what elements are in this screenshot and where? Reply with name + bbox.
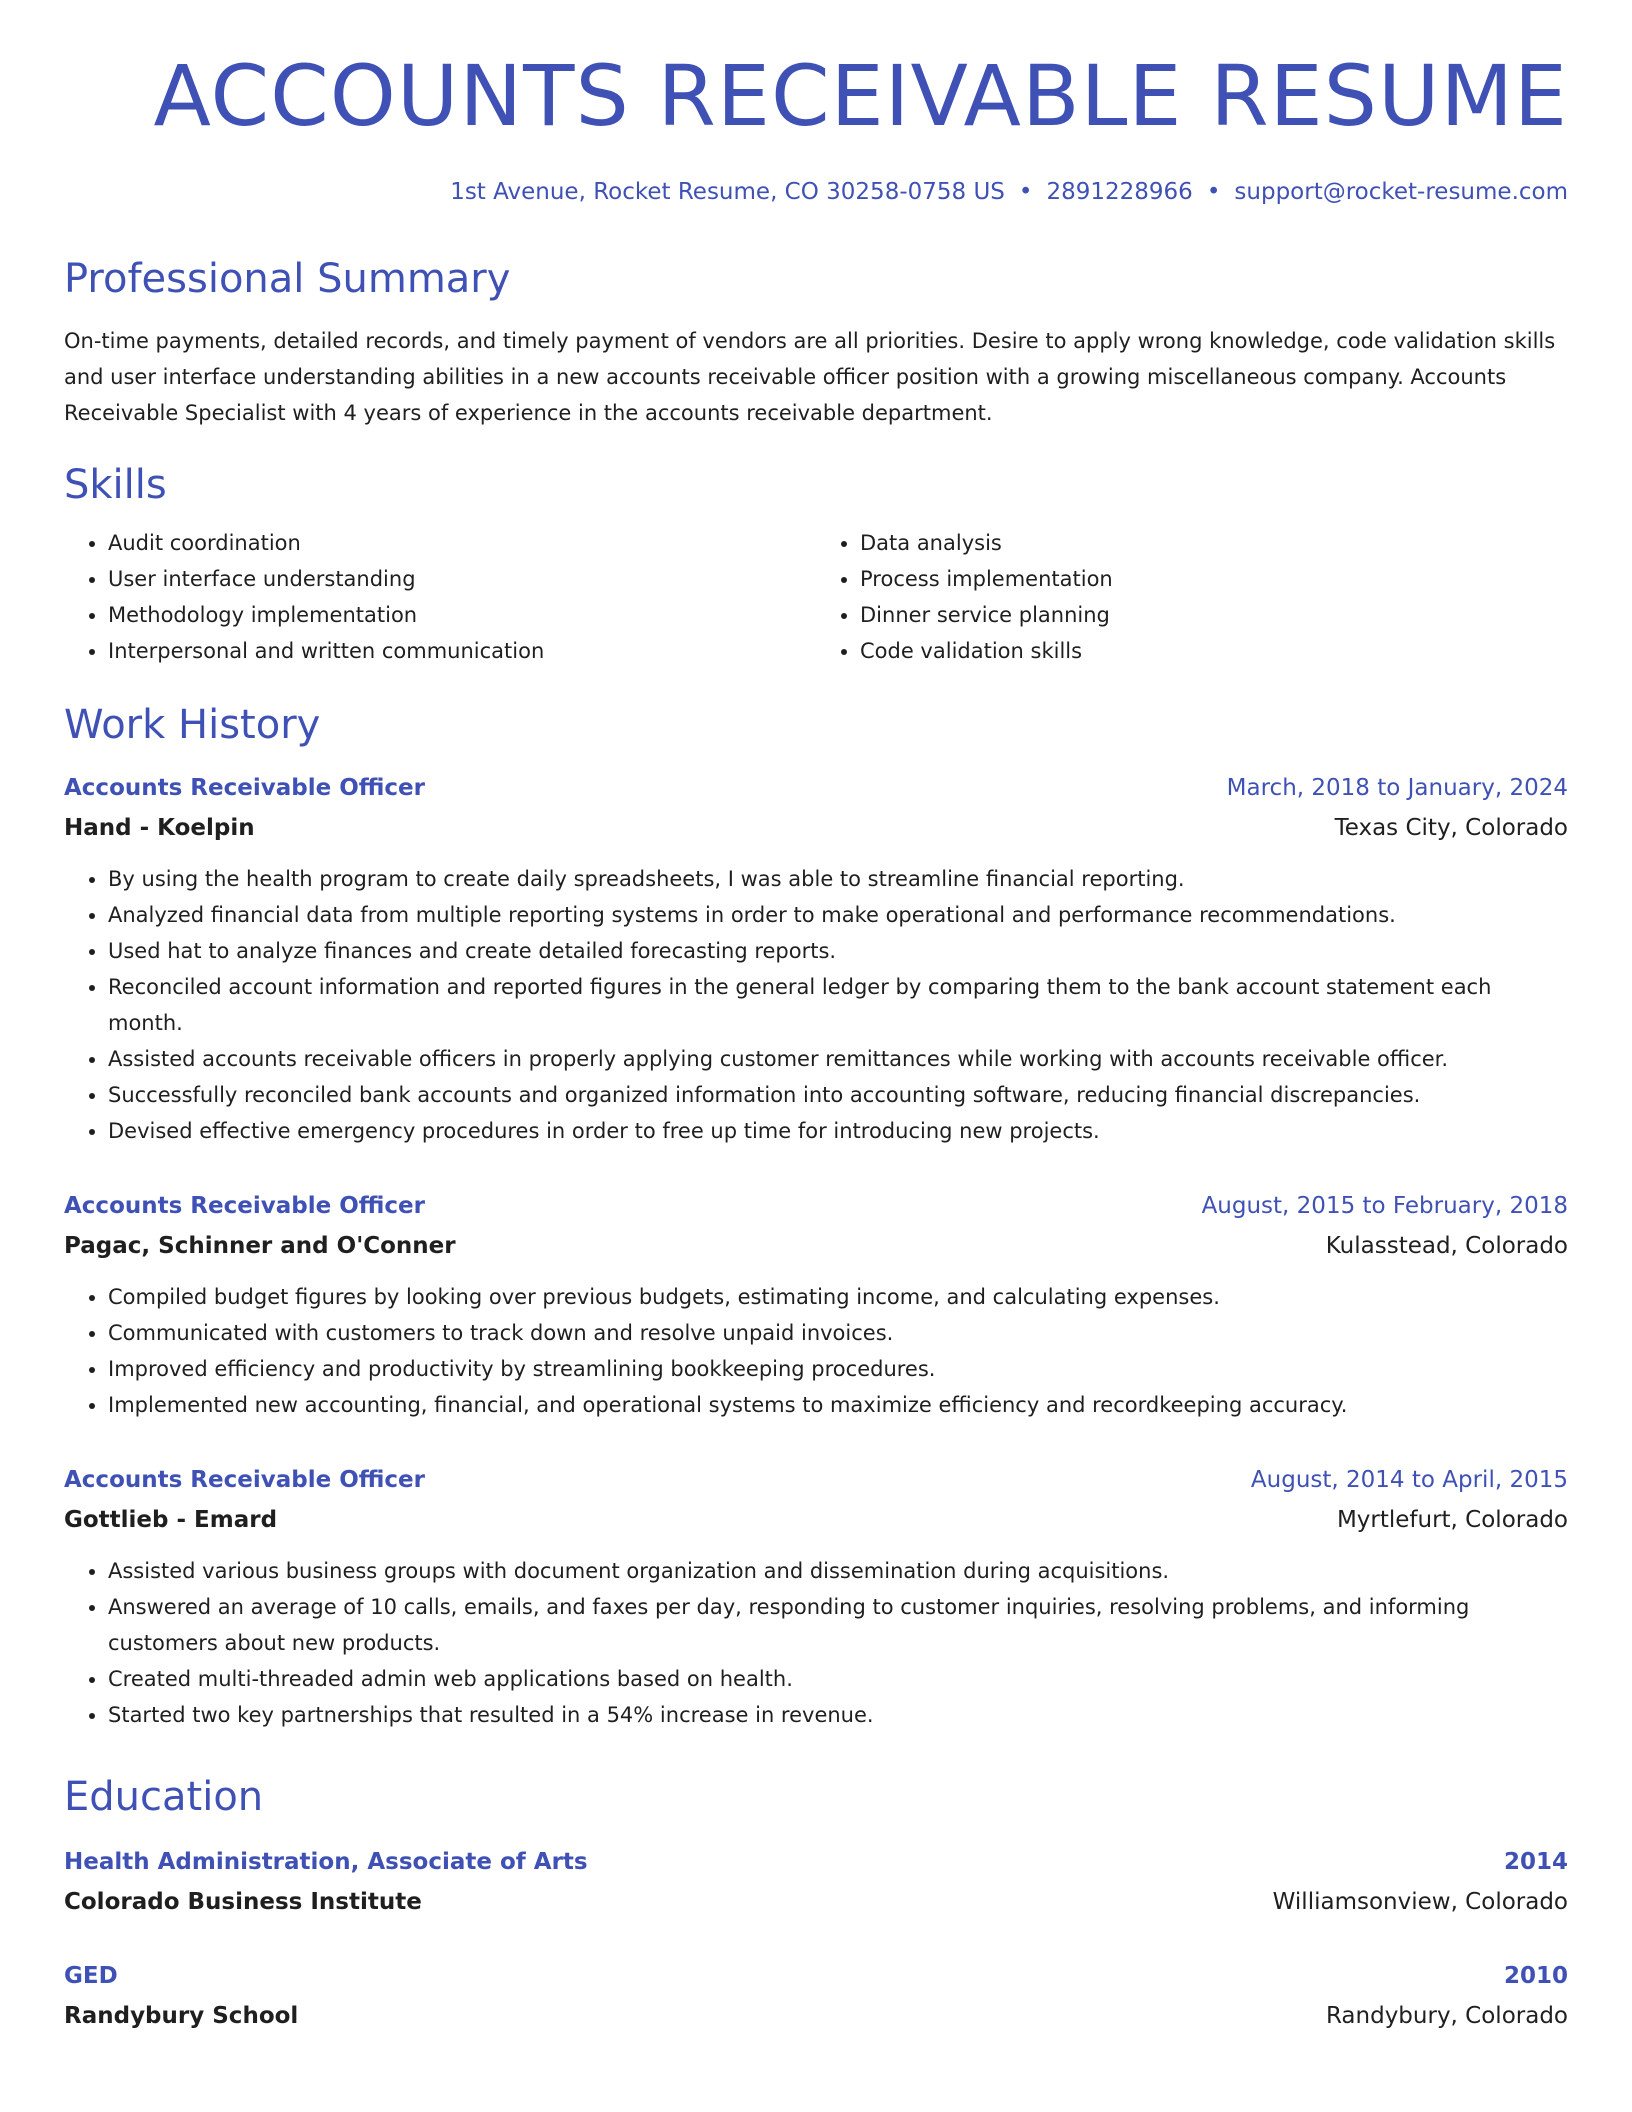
skill-item: • Dinner service planning [860, 597, 1568, 633]
skill-item: • Data analysis [860, 525, 1568, 561]
skills-grid [64, 525, 1568, 669]
job-entry [64, 1467, 1568, 1733]
contact-line [64, 179, 1568, 205]
education-degree: GED [64, 1962, 118, 1989]
job-bullet: • Implemented new accounting, financial, and operational systems to maximize efficiency and recordkeeping accuracy. [108, 1387, 1568, 1423]
summary-heading: Professional Summary [64, 255, 511, 302]
job-bullets [64, 1553, 1568, 1733]
contact-separator: • [1206, 178, 1221, 205]
education-school-row [64, 1889, 1568, 1915]
job-bullet: • Successfully reconciled bank accounts and organized information into accounting software, reducing financial discrepancies. [108, 1077, 1568, 1113]
education-school: Randybury School [64, 2002, 299, 2029]
education-heading: Education [64, 1773, 264, 1820]
resume-header [64, 48, 1568, 205]
education-degree: Health Administration, Associate of Arts [64, 1848, 588, 1875]
job-bullets [64, 1279, 1568, 1423]
skill-item: • Audit coordination [108, 525, 816, 561]
job-bullet: • Created multi-threaded admin web applications based on health. [108, 1661, 1568, 1697]
job-role: Accounts Receivable Officer [64, 1192, 425, 1219]
education-entry [64, 1963, 1568, 2029]
job-company: Gottlieb - Emard [64, 1506, 278, 1533]
job-dates: August, 2015 to February, 2018 [1201, 1192, 1568, 1219]
skill-item: • Code validation skills [860, 633, 1568, 669]
job-header-row [64, 1467, 1568, 1493]
job-bullet: • Reconciled account information and reported figures in the general ledger by comparing them to the bank account statement each month. [108, 969, 1568, 1041]
education-year: 2010 [1503, 1962, 1568, 1989]
job-bullet: • Improved efficiency and productivity by streamlining bookkeeping procedures. [108, 1351, 1568, 1387]
job-bullet: • Analyzed financial data from multiple reporting systems in order to make operational and performance recommendations. [108, 897, 1568, 933]
job-entry [64, 775, 1568, 1149]
contact-email: support@rocket-resume.com [1234, 178, 1568, 205]
skill-item: • Interpersonal and written communication [108, 633, 816, 669]
job-bullet: • Assisted various business groups with document organization and dissemination during acquisitions. [108, 1553, 1568, 1589]
contact-address: 1st Avenue, Rocket Resume, CO 30258-0758 US [450, 178, 1005, 205]
job-entry [64, 1193, 1568, 1423]
education-header-row [64, 1963, 1568, 1989]
contact-separator: • [1018, 178, 1033, 205]
job-bullet: • Started two key partnerships that resulted in a 54% increase in revenue. [108, 1697, 1568, 1733]
skill-item: • Methodology implementation [108, 597, 816, 633]
job-role: Accounts Receivable Officer [64, 774, 425, 801]
job-location: Myrtlefurt, Colorado [1336, 1506, 1568, 1533]
education-year: 2014 [1503, 1848, 1568, 1875]
job-bullet: • Devised effective emergency procedures in order to free up time for introducing new projects. [108, 1113, 1568, 1149]
job-bullet: • Compiled budget figures by looking over previous budgets, estimating income, and calculating expenses. [108, 1279, 1568, 1315]
job-company: Hand - Koelpin [64, 814, 255, 841]
job-header-row [64, 775, 1568, 801]
job-company-row [64, 1507, 1568, 1533]
education-location: Williamsonview, Colorado [1272, 1888, 1568, 1915]
job-bullets [64, 861, 1568, 1149]
skills-column-right [816, 525, 1568, 669]
education-location: Randybury, Colorado [1325, 2002, 1568, 2029]
job-company-row [64, 1233, 1568, 1259]
summary-text: On-time payments, detailed records, and timely payment of vendors are all priorities. Desire to apply wrong knowledge, code validation skills and user interface understanding abilities in a new accounts receivable officer position with a growing miscellaneous company. Accounts Receivable Specialist with 4 years of experience in the accounts receivable department. [64, 328, 1556, 425]
work-history-heading: Work History [64, 701, 321, 748]
job-role: Accounts Receivable Officer [64, 1466, 425, 1493]
job-bullet: • Used hat to analyze finances and create detailed forecasting reports. [108, 933, 1568, 969]
job-bullet: • Communicated with customers to track down and resolve unpaid invoices. [108, 1315, 1568, 1351]
job-location: Texas City, Colorado [1334, 814, 1568, 841]
skill-item: • Process implementation [860, 561, 1568, 597]
job-dates: August, 2014 to April, 2015 [1250, 1466, 1568, 1493]
education-school: Colorado Business Institute [64, 1888, 422, 1915]
skills-heading: Skills [64, 461, 167, 508]
resume-title: ACCOUNTS RECEIVABLE RESUME [153, 47, 1568, 145]
education-header-row [64, 1849, 1568, 1875]
job-bullet: • Assisted accounts receivable officers in properly applying customer remittances while working with accounts receivable officer. [108, 1041, 1568, 1077]
job-location: Kulasstead, Colorado [1325, 1232, 1568, 1259]
job-bullet: • Answered an average of 10 calls, emails, and faxes per day, responding to customer inquiries, resolving problems, and informing customers about new products. [108, 1589, 1568, 1661]
skills-column-left [64, 525, 816, 669]
skill-item: • User interface understanding [108, 561, 816, 597]
contact-phone: 2891228966 [1046, 178, 1193, 205]
job-bullet: • By using the health program to create daily spreadsheets, I was able to streamline financial reporting. [108, 861, 1568, 897]
education-school-row [64, 2003, 1568, 2029]
job-header-row [64, 1193, 1568, 1219]
job-company: Pagac, Schinner and O'Conner [64, 1232, 456, 1259]
job-dates: March, 2018 to January, 2024 [1226, 774, 1568, 801]
job-company-row [64, 815, 1568, 841]
education-entry [64, 1849, 1568, 1915]
